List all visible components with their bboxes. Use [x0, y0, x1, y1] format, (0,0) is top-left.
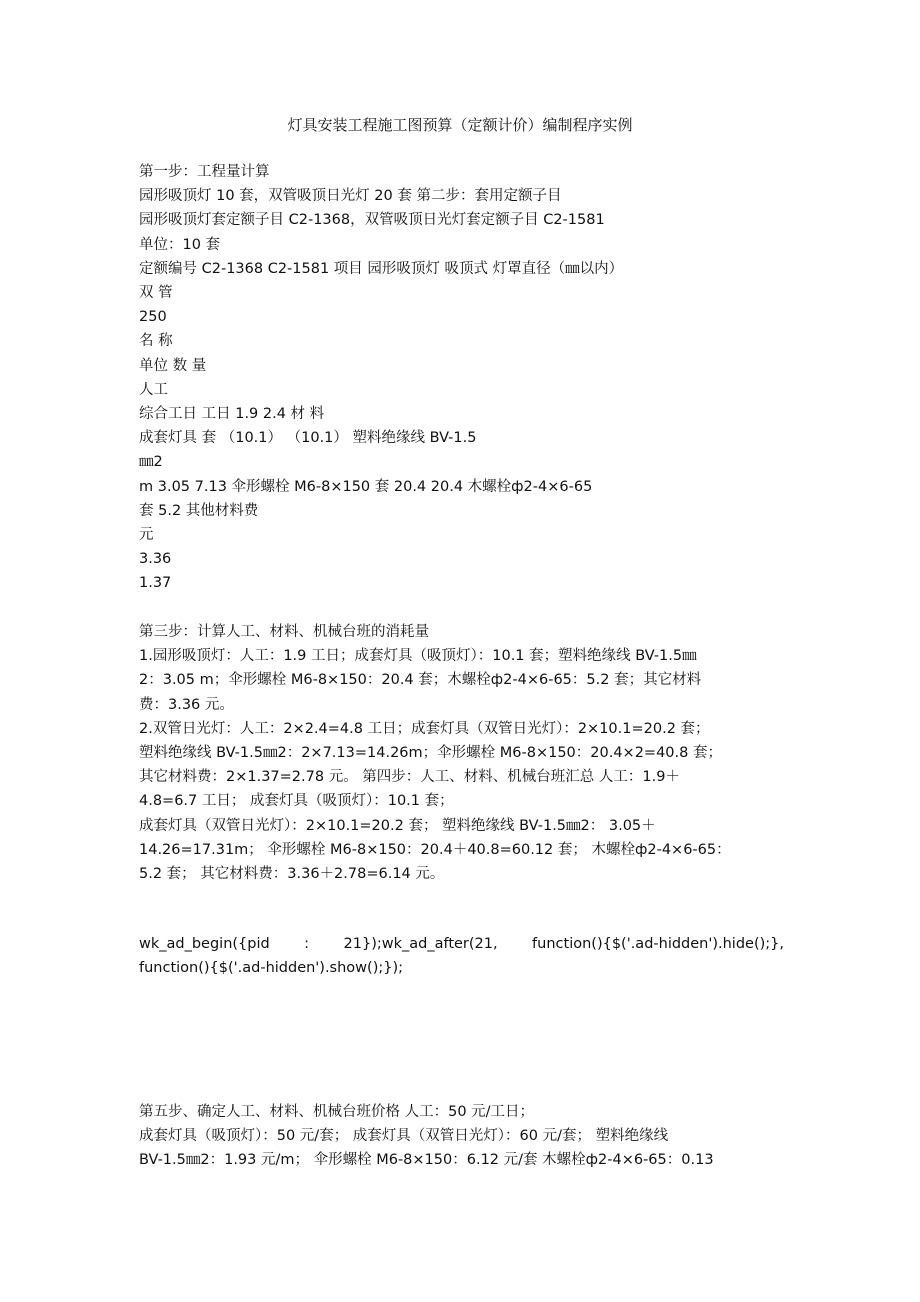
text-line: 费：3.36 元。: [139, 696, 234, 713]
text-line: 2.双管日光灯：人工：2×2.4=4.8 工日；成套灯具（双管日光灯）：2×10.1=20.2 套；: [139, 720, 710, 737]
text-line: 双 管: [139, 285, 173, 302]
embedded-script-text: [139, 932, 784, 980]
text-line: wk_ad_begin({pid : 21});wk_ad_after(21, function(){$('.ad-hidden').hide();},: [139, 936, 784, 952]
text-line: 1.37: [139, 575, 172, 592]
text-line: m 3.05 7.13 伞形螺栓 M6-8×150 套 20.4 20.4 木螺栓ф2-4×6-65: [139, 478, 593, 495]
section-step1-2: [139, 160, 789, 596]
text-line: 成套灯具（吸顶灯）：50 元/套； 成套灯具（双管日光灯）：60 元/套； 塑料绝缘线: [139, 1128, 669, 1145]
document-title: 灯具安装工程施工图预算（定额计价）编制程序实例: [287, 116, 633, 134]
text-line: 第五步、确定人工、材料、机械台班价格 人工：50 元/工日；: [139, 1104, 535, 1120]
text-line: 4.8=6.7 工日； 成套灯具（吸顶灯）：10.1 套；: [139, 793, 454, 810]
text-line: 单位：10 套: [139, 236, 221, 253]
text-line: 3.36: [139, 551, 172, 568]
text-line: 名 称: [139, 333, 173, 350]
text-line: 园形吸顶灯 10 套，双管吸顶日光灯 20 套 第二步：套用定额子目: [139, 188, 562, 205]
text-line: 1.园形吸顶灯：人工：1.9 工日；成套灯具（吸顶灯）：10.1 套；塑料绝缘线 BV-1.5㎜: [139, 648, 697, 665]
text-line: ㎜2: [139, 454, 163, 471]
text-line: 250: [139, 309, 167, 326]
section-step5: [139, 1100, 789, 1173]
text-line: 成套灯具 套 （10.1） （10.1） 塑料绝缘线 BV-1.5: [139, 430, 477, 447]
text-line: 2：3.05 m；伞形螺栓 M6-8×150：20.4 套；木螺栓ф2-4×6-65：5.2 套；其它材料: [139, 672, 702, 689]
section-step3-4: [139, 620, 789, 886]
text-line: 园形吸顶灯套定额子目 C2-1368，双管吸顶日光灯套定额子目 C2-1581: [139, 212, 605, 229]
text-line: 第一步：工程量计算: [139, 164, 270, 180]
text-line: 人工: [139, 381, 168, 398]
text-line: function(){$('.ad-hidden').show();});: [139, 960, 404, 977]
text-line: 套 5.2 其他材料费: [139, 502, 259, 519]
text-line: 14.26=17.31m； 伞形螺栓 M6-8×150：20.4＋40.8=60.12 套； 木螺栓ф2-4×6-65：: [139, 841, 731, 858]
text-line: 定额编号 C2-1368 C2-1581 项目 园形吸顶灯 吸顶式 灯罩直径（㎜以内）: [139, 260, 624, 277]
text-line: BV-1.5㎜2：1.93 元/m； 伞形螺栓 M6-8×150：6.12 元/套 木螺栓ф2-4×6-65：0.13: [139, 1152, 714, 1169]
text-line: 其它材料费：2×1.37=2.78 元。 第四步：人工、材料、机械台班汇总 人工：1.9＋: [139, 769, 680, 786]
text-line: 5.2 套； 其它材料费：3.36＋2.78=6.14 元。: [139, 866, 445, 883]
text-line: 成套灯具（双管日光灯）：2×10.1=20.2 套； 塑料绝缘线 BV-1.5㎜2： 3.05＋: [139, 817, 656, 834]
text-line: 第三步：计算人工、材料、机械台班的消耗量: [139, 624, 429, 640]
text-line: 元: [139, 527, 154, 544]
text-line: 单位 数 量: [139, 357, 207, 374]
text-line: 塑料绝缘线 BV-1.5㎜2：2×7.13=14.26m；伞形螺栓 M6-8×150：20.4×2=40.8 套；: [139, 745, 722, 762]
text-line: 综合工日 工日 1.9 2.4 材 料: [139, 406, 325, 423]
